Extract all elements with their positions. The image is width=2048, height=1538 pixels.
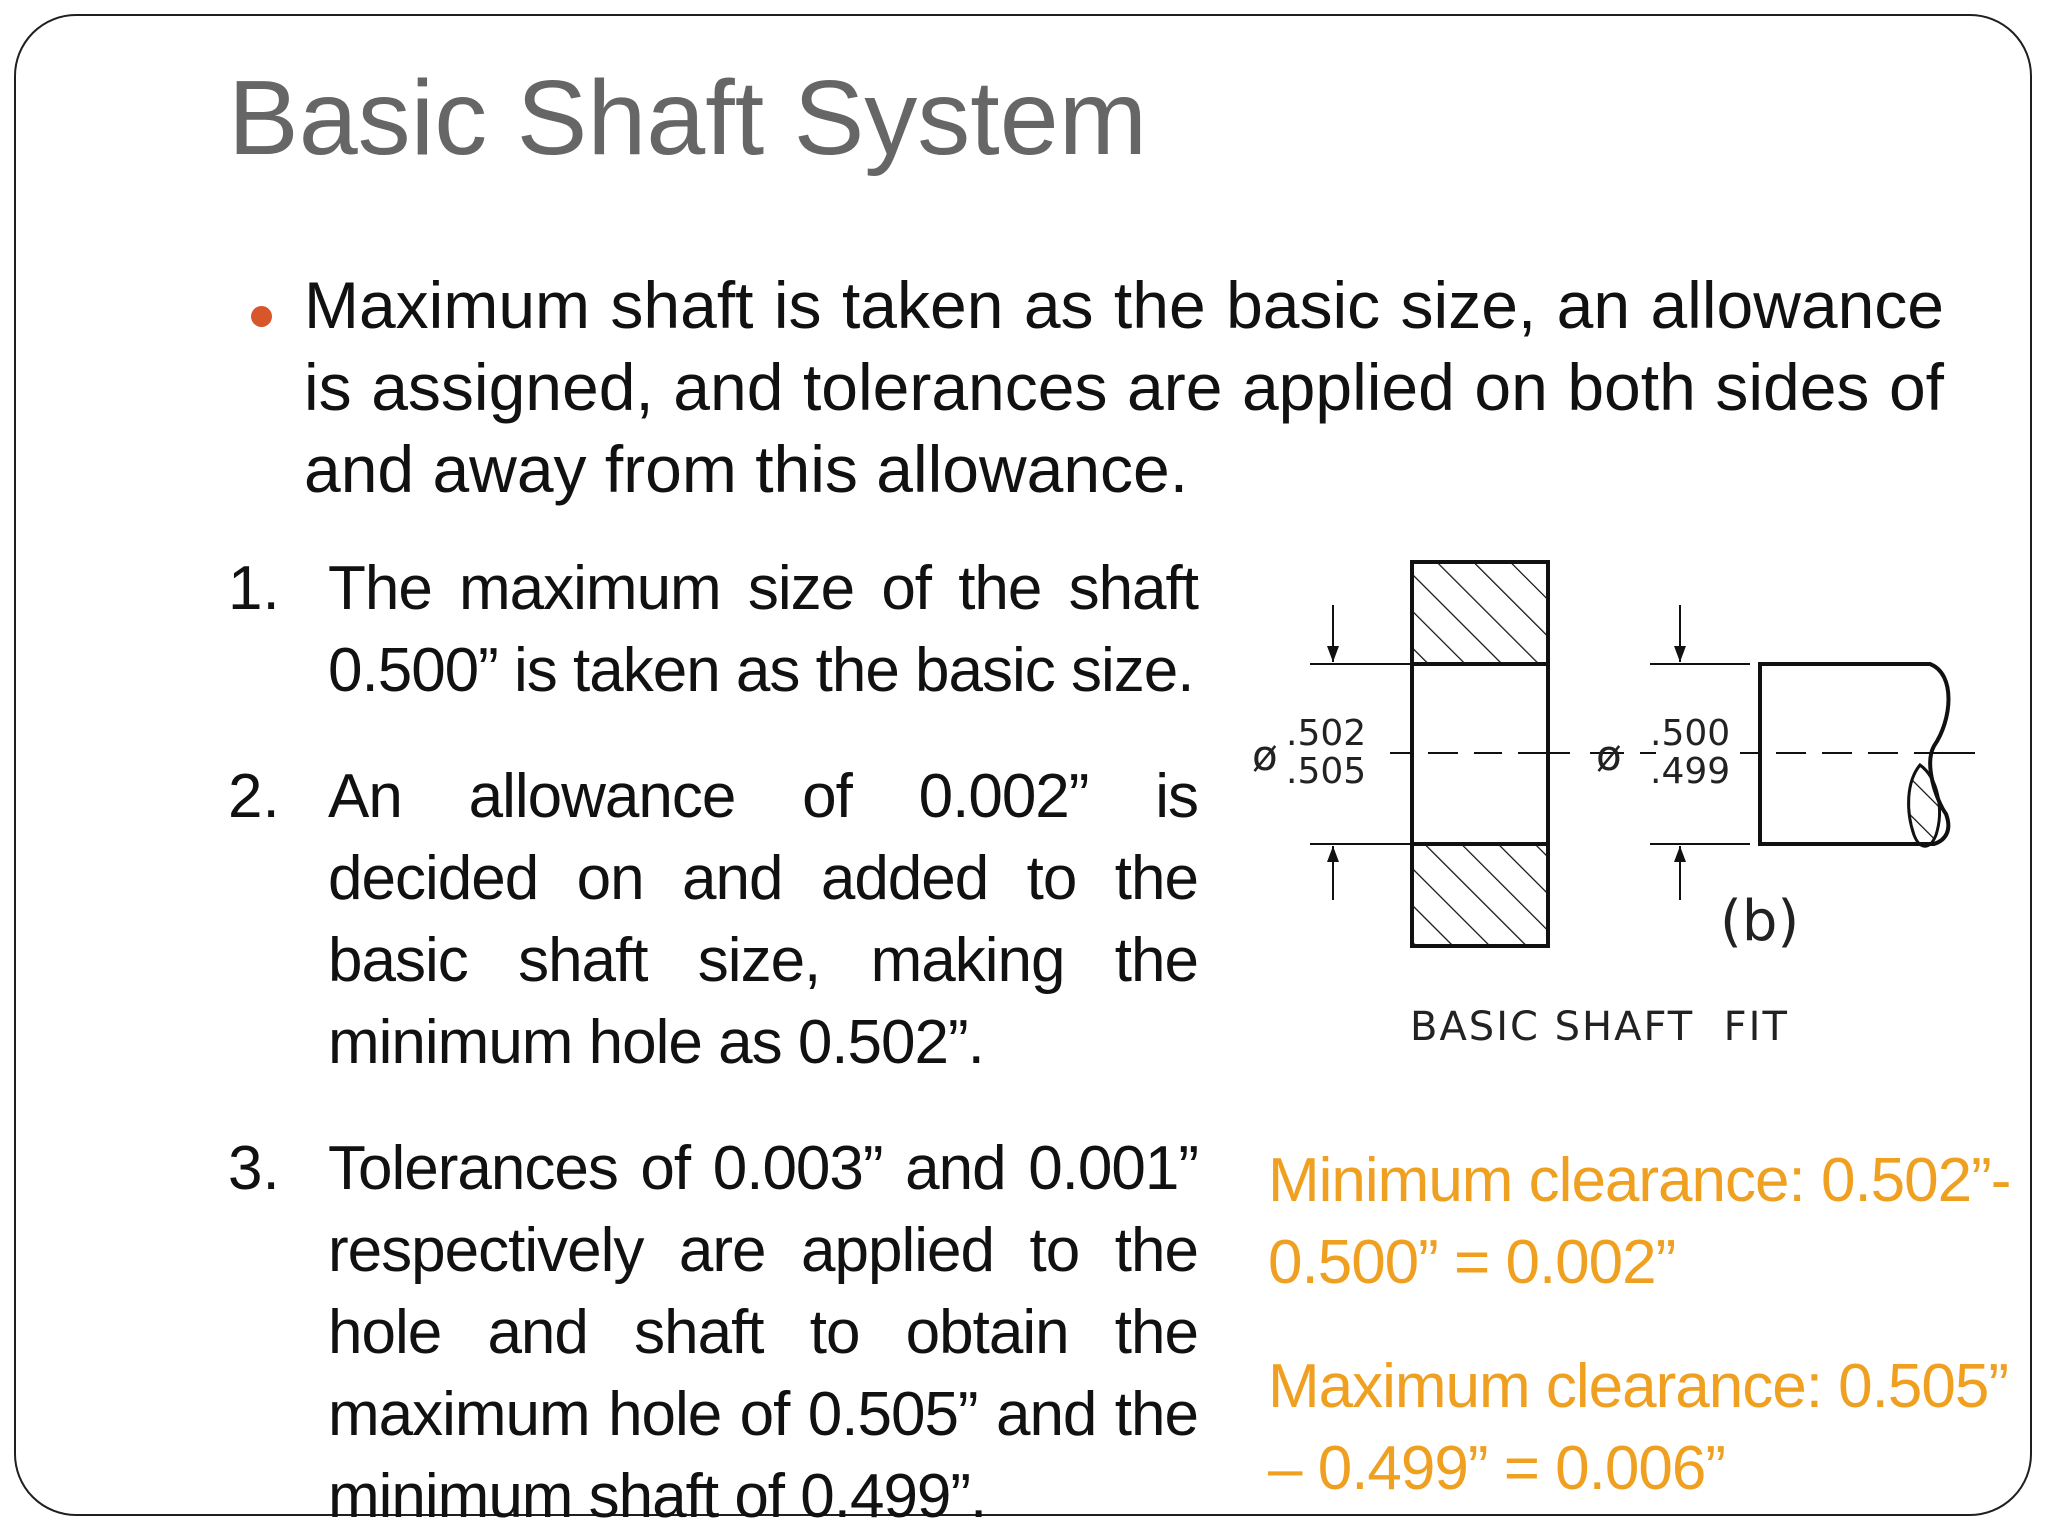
subfigure-label: (b) [1720,889,1800,954]
bullet-text: Maximum shaft is taken as the basic size, an allowance is assigned, and tolerances are applied on both sides of and away from this allowance. [304,268,1944,506]
shaft-dimension-top: .500 [1650,713,1731,754]
maximum-clearance-text: Maximum clearance: 0.505” – 0.499” = 0.006” [1268,1352,2008,1503]
list-item-text: The maximum size of the shaft 0.500” is taken as the basic size. [328,554,1198,705]
figure-caption: BASIC SHAFT FIT [1410,1004,1789,1050]
minimum-clearance-text: Minimum clearance: 0.502”- 0.500” = 0.002” [1268,1146,2011,1297]
list-item-number: 2. [228,762,280,831]
bullet-dot [251,306,272,327]
shaft-diameter-symbol: ø [1596,731,1622,780]
list-item-number: 1. [228,554,280,623]
hole-dimension-bottom: .505 [1286,751,1367,792]
slide-title: Basic Shaft System [228,59,1148,177]
hole-dimension-top: .502 [1286,713,1367,754]
hole-diameter-symbol: ø [1252,731,1278,780]
list-item-text: An allowance of 0.002” is decided on and added to the basic shaft size, making the minimum hole as 0.502”. [328,762,1198,1077]
shaft-dimension-bottom: .499 [1650,751,1731,792]
list-item-number: 3. [228,1134,280,1203]
basic-shaft-fit-diagram [1240,550,1980,1070]
shaft-drawing [1590,605,1975,900]
hole-drawing [1252,562,1570,946]
list-item-text: Tolerances of 0.003” and 0.001” respectively are applied to the hole and shaft to obtain the maximum hole of 0.505” and the minimum shaft of 0.499”. [328,1134,1198,1531]
